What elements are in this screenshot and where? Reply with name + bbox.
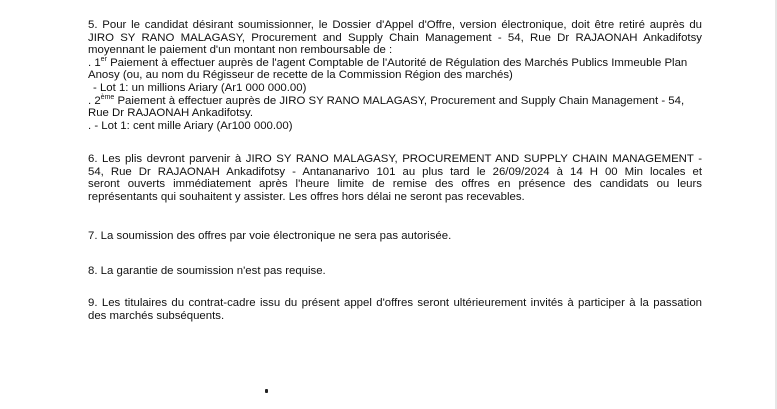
section-8-text: 8. La garantie de soumission n'est pas requise. <box>88 265 326 277</box>
section-6-line-1: 6. Les plis devront parvenir à JIRO SY RANO MALAGASY, PROCUREMENT AND SUPPLY CHAIN MANAGEMENT - <box>88 153 702 165</box>
section-5-paragraph <box>88 19 702 132</box>
section-7-paragraph <box>88 230 702 243</box>
section-7-text: 7. La soumission des offres par voie électronique ne sera pas autorisée. <box>88 230 452 242</box>
section-9-paragraph <box>88 297 702 322</box>
lot-1-amount-2: . - Lot 1: cent mille Ariary (Ar100 000.00) <box>88 119 293 132</box>
payment-1-line-2: Anosy (ou, au nom du Régisseur de recette de la Commission Région des marchés) <box>88 69 513 82</box>
payment-1-line <box>88 57 702 70</box>
payment-1-text: Paiement à effectuer auprès de l'agent Comptable de l'Autorité de Régulation des Marchés Publics Immeuble Plan <box>106 56 688 69</box>
section-9-line-2: des marchés subséquents. <box>88 309 225 322</box>
payment-2-line <box>88 95 702 108</box>
section-9-line-1: 9. Les titulaires du contrat-cadre issu du présent appel d'offres seront ultérieurement invités à participer à la passation <box>88 297 702 309</box>
payment-2-ordinal: ème <box>100 93 115 101</box>
payment-2-text: Paiement à effectuer auprès de JIRO SY RANO MALAGASY, Procurement and Supply Chain Management - 54, <box>114 94 685 107</box>
section-6-line-4: représentants qui souhaitent y assister. Les offres hors délai ne seront pas recevables. <box>88 190 525 203</box>
section-5-line-1: 5. Pour le candidat désirant soumissionner, le Dossier d'Appel d'Offre, version électronique, doit être retiré auprès du <box>88 19 702 31</box>
payment-2-line-2: Rue Dr RAJAONAH Ankadifotsy. <box>88 107 254 120</box>
section-6-line-3: seront ouverts immédiatement après l'heure limite de remise des offres en présence des candidats ou leurs <box>88 178 702 191</box>
section-6-line-2: 54, Rue Dr RAJAONAH Ankadifotsy - Antananarivo 101 au plus tard le 26/09/2024 à 14 H 00 Min locales et <box>88 165 702 178</box>
payment-1-ordinal: er <box>100 55 107 63</box>
section-5-line-2: JIRO SY RANO MALAGASY, Procurement and Supply Chain Management - 54, Rue Dr RAJAONAH Ankadifotsy <box>88 31 702 44</box>
lot-1-amount-1: - Lot 1: un millions Ariary (Ar1 000 000.00) <box>93 81 307 94</box>
payment-1-prefix: . 1 <box>88 56 101 69</box>
scan-speck <box>265 389 268 393</box>
section-8-paragraph <box>88 265 702 278</box>
payment-2-prefix: . 2 <box>88 94 101 107</box>
section-5-line-3: moyennant le paiement d'un montant non remboursable de : <box>88 44 393 57</box>
section-6-paragraph <box>88 153 702 203</box>
